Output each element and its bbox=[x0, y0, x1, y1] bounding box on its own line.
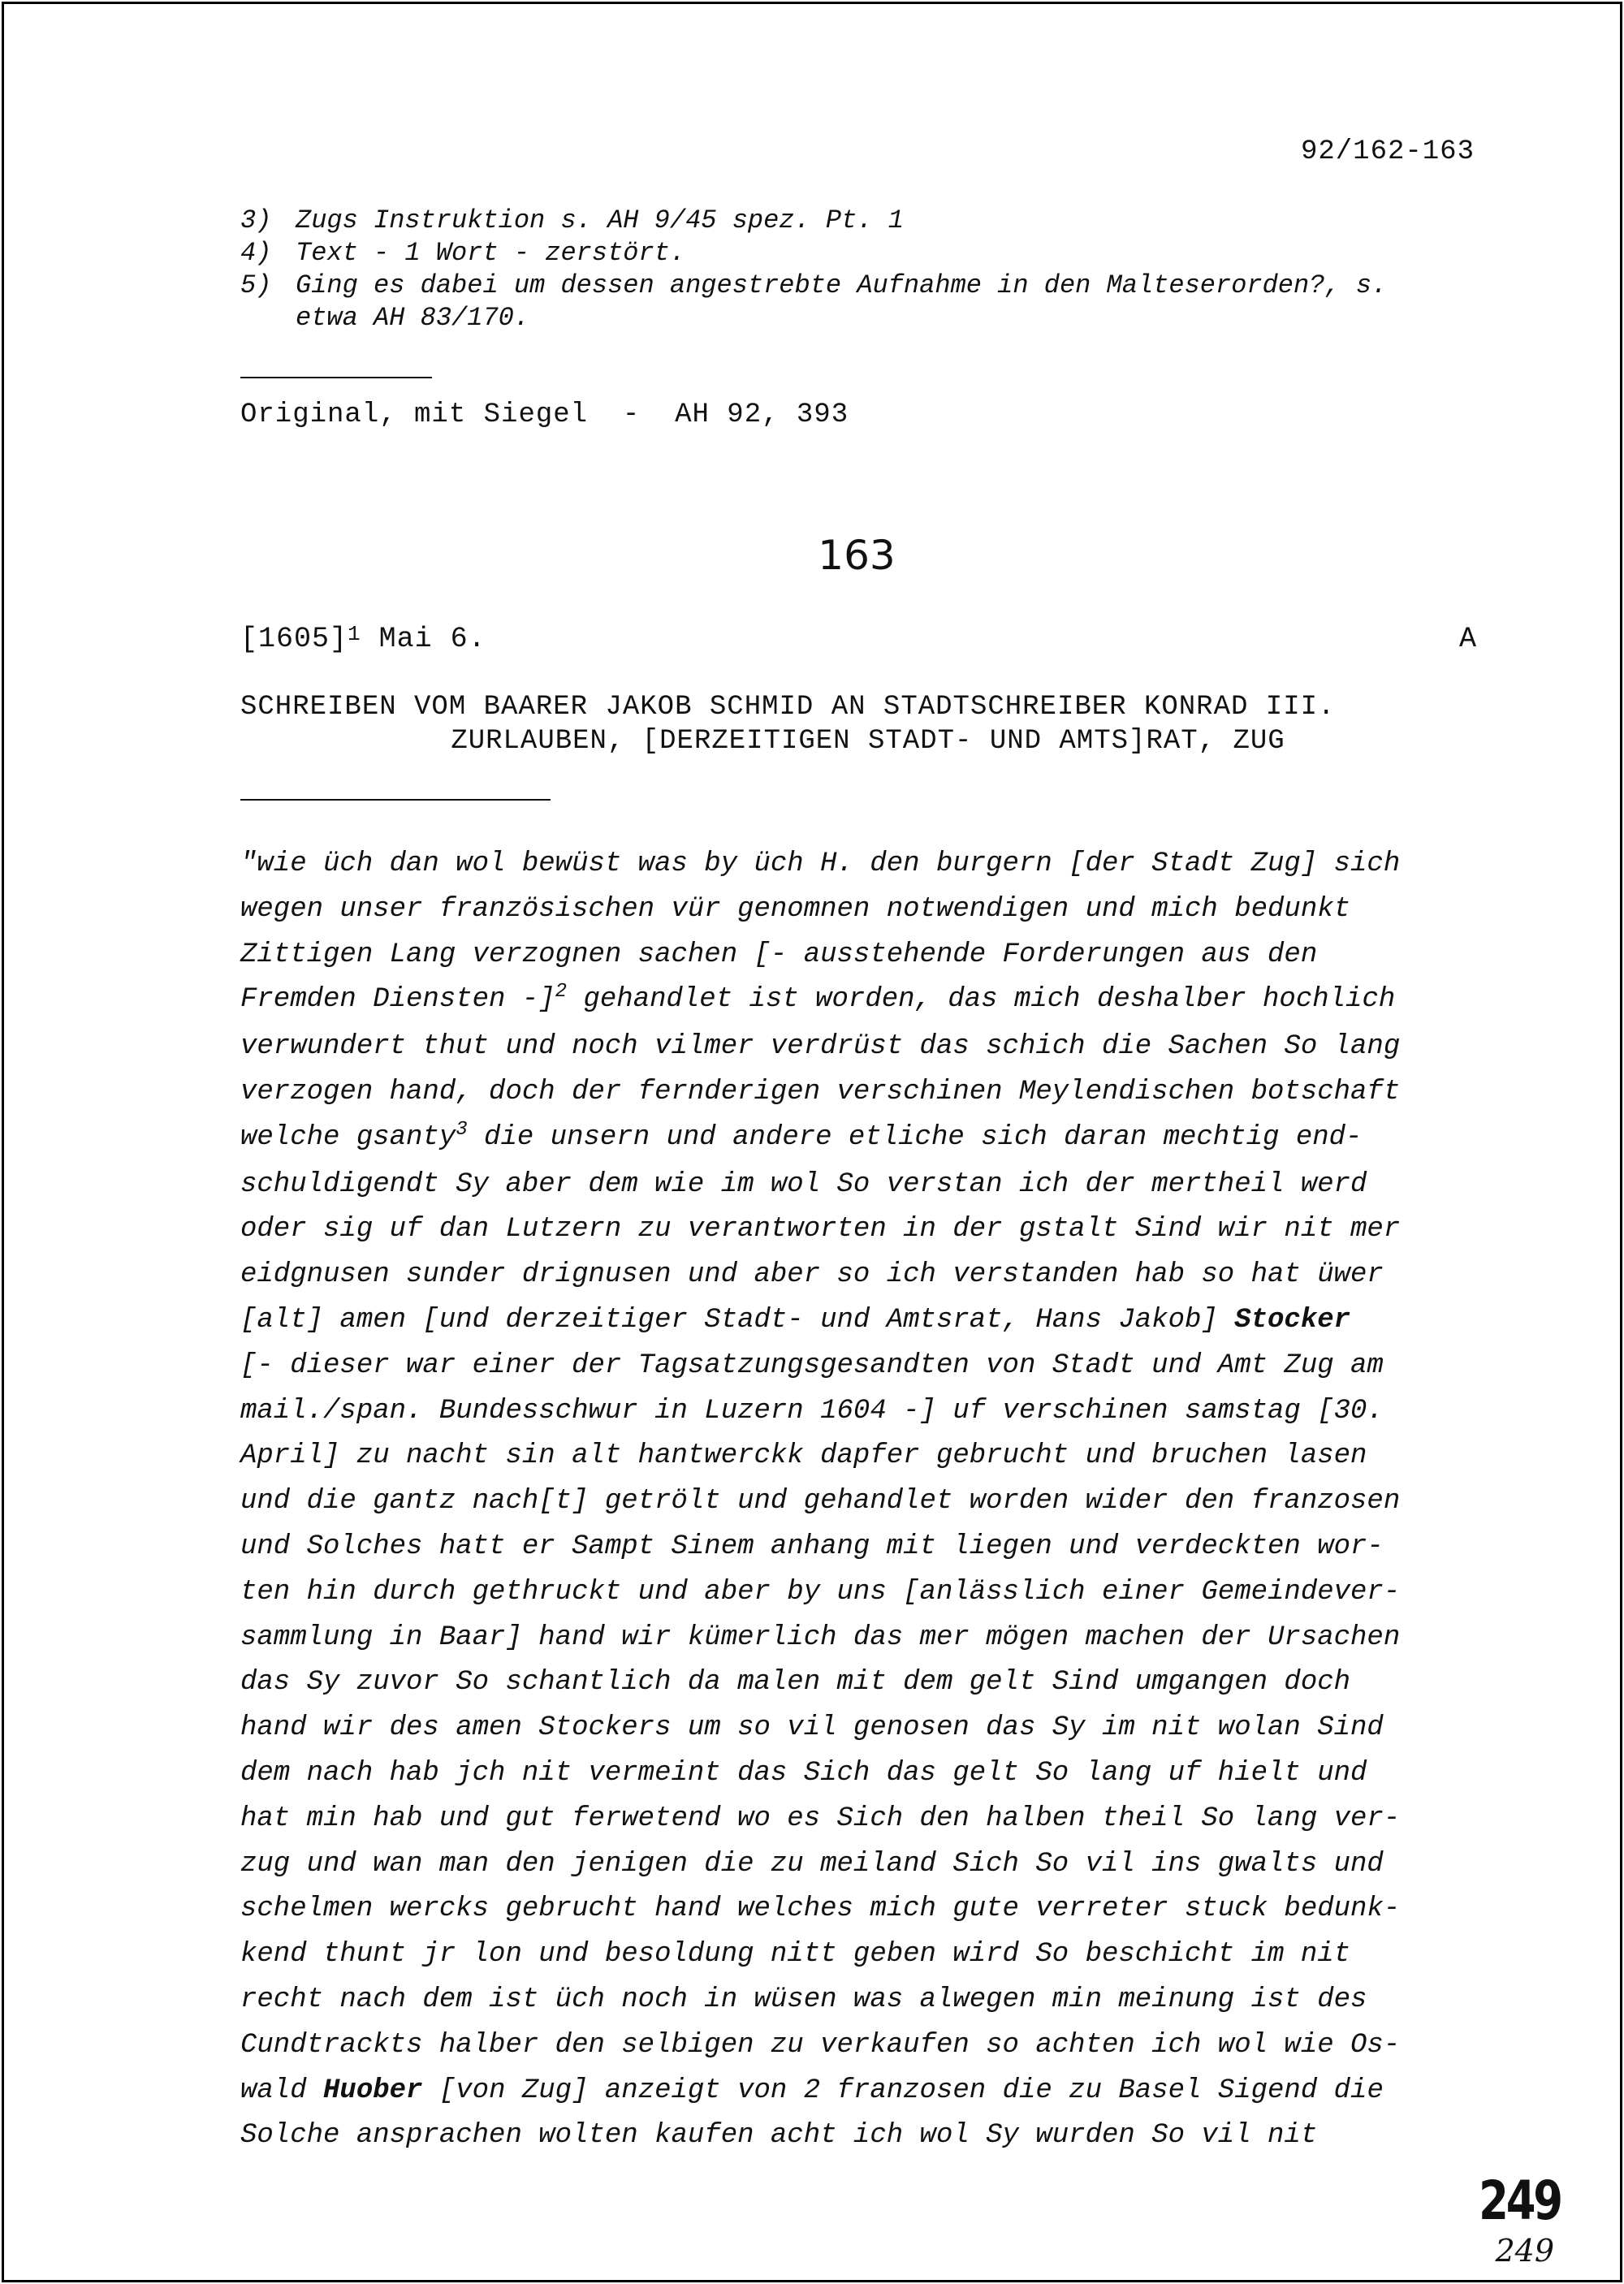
archive-reference: 92/162-163 bbox=[1300, 136, 1475, 167]
body-line: mail./span. Bundesschwur in Luzern 1604 -] uf verschinen samstag [30. bbox=[240, 1395, 1384, 1427]
footnote-continuation bbox=[240, 302, 1491, 335]
body-line: Cundtrackts halber den selbigen zu verkaufen so achten ich wol wie Os- bbox=[240, 2029, 1401, 2061]
document-marker: A bbox=[1458, 623, 1476, 655]
body-line: ten hin durch gethruckt und aber by uns [anlässlich einer Gemeindever- bbox=[240, 1576, 1401, 1608]
body-line: [alt] amen [und derzeitiger Stadt- und Amtsrat, Hans Jakob] Stocker bbox=[240, 1304, 1351, 1336]
source-note: Original, mit Siegel - AH 92, 393 bbox=[240, 399, 849, 430]
document-heading bbox=[240, 690, 1496, 758]
body-line: schuldigendt Sy aber dem wie im wol So verstan ich der mertheil werd bbox=[240, 1168, 1367, 1200]
body-line: das Sy zuvor So schantlich da malen mit dem gelt Sind umgangen doch bbox=[240, 1667, 1351, 1699]
body-line: eidgnusen sunder drignusen und aber so ich verstanden hab so hat üwer bbox=[240, 1259, 1384, 1291]
footnote-ref: 1 bbox=[348, 622, 361, 646]
footnotes bbox=[240, 205, 1491, 335]
footnote bbox=[240, 205, 1491, 237]
body-line: "wie üch dan wol bewüst was by üch H. den burgern [der Stadt Zug] sich bbox=[240, 848, 1401, 879]
letter-body bbox=[240, 842, 1507, 2159]
footnote-text: Text - 1 Wort - zerstört. bbox=[296, 238, 686, 268]
body-line: April] zu nacht sin alt hantwerckk dapfer gebrucht und bruchen lasen bbox=[240, 1440, 1367, 1472]
body-line: sammlung in Baar] hand wir kümerlich das mer mögen machen der Ursachen bbox=[240, 1621, 1401, 1653]
body-line: Zittigen Lang verzognen sachen [- ausstehende Forderungen aus den bbox=[240, 939, 1318, 970]
body-line: Solche ansprachen wolten kaufen acht ich wol Sy wurden So vil nit bbox=[240, 2120, 1318, 2152]
date-line: $[1605]^1$ Mai 6. bbox=[240, 622, 486, 655]
body-line: zug und wan man den jenigen die zu meiland Sich So vil ins gwalts und bbox=[240, 1848, 1384, 1880]
body-line: Fremden Diensten -]$^2$ gehandlet ist worden, das mich deshalber hochlich bbox=[240, 981, 1396, 1016]
body-line: recht nach dem ist üch noch in wüsen was alwegen min meinung ist des bbox=[240, 1984, 1367, 2015]
body-line: oder sig uf dan Lutzern zu verantworten in der gstalt Sind wir nit mer bbox=[240, 1214, 1401, 1246]
body-line: [- dieser war einer der Tagsatzungsgesandten von Stadt und Amt Zug am bbox=[240, 1349, 1384, 1381]
body-line: kend thunt jr lon und besoldung nitt geben wird So beschicht im nit bbox=[240, 1939, 1351, 1971]
footnote-text: Zugs Instruktion s. AH 9/45 spez. Pt. 1 bbox=[296, 205, 904, 235]
body-line: schelmen wercks gebrucht hand welches mich gute verreter stuck bedunk- bbox=[240, 1893, 1401, 1925]
folio-stamp: 249 bbox=[1479, 2170, 1561, 2232]
emphasized-name: Huober bbox=[323, 2075, 423, 2106]
body-line: wegen unser französischen vür genomnen notwendigen und mich bedunkt bbox=[240, 893, 1351, 925]
footnote bbox=[240, 270, 1491, 302]
body-line: verwundert thut und noch vilmer verdrüst das schich die Sachen So lang bbox=[240, 1031, 1401, 1063]
body-line: welche gsanty$^3$ die unsern und andere etliche sich daran mechtig end- bbox=[240, 1118, 1363, 1153]
footnote-ref: 2 bbox=[555, 981, 568, 1004]
body-line: verzogen hand, doch der fernderigen verschinen Meylendischen botschaft bbox=[240, 1076, 1401, 1107]
document-number: 163 bbox=[818, 532, 896, 579]
heading-line: SCHREIBEN VOM BAARER JAKOB SCHMID AN STADTSCHREIBER KONRAD III. bbox=[240, 692, 1336, 723]
footnote-number: 3) bbox=[240, 205, 272, 235]
folio-handwritten: 249 bbox=[1495, 2233, 1554, 2269]
footnote-text: etwa AH 83/170. bbox=[296, 303, 530, 333]
footnote-text: Ging es dabei um dessen angestrebte Aufnahme in den Malteserorden?, s. bbox=[296, 270, 1388, 300]
body-line: und die gantz nach[t] getrölt und gehandlet worden wider den franzosen bbox=[240, 1486, 1401, 1518]
body-line: hand wir des amen Stockers um so vil genosen das Sy im nit wolan Sind bbox=[240, 1712, 1384, 1744]
divider-rule bbox=[240, 799, 551, 801]
footnote-number: 5) bbox=[240, 270, 272, 300]
footnote bbox=[240, 237, 1491, 270]
body-line: hat min hab und gut ferwetend wo es Sich den halben theil So lang ver- bbox=[240, 1803, 1401, 1834]
footnote-ref: 3 bbox=[456, 1118, 468, 1141]
body-line: und Solches hatt er Sampt Sinem anhang mit liegen und verdeckten wor- bbox=[240, 1531, 1384, 1562]
emphasized-name: Stocker bbox=[1234, 1304, 1351, 1336]
divider-rule bbox=[240, 377, 432, 378]
heading-line: ZURLAUBEN, [DERZEITIGEN STADT- UND AMTS]RAT, ZUG bbox=[451, 726, 1285, 757]
body-line: dem nach hab jch nit vermeint das Sich das gelt So lang uf hielt und bbox=[240, 1757, 1367, 1789]
footnote-number: 4) bbox=[240, 238, 272, 268]
body-line: wald Huober [von Zug] anzeigt von 2 franzosen die zu Basel Sigend die bbox=[240, 2075, 1384, 2106]
